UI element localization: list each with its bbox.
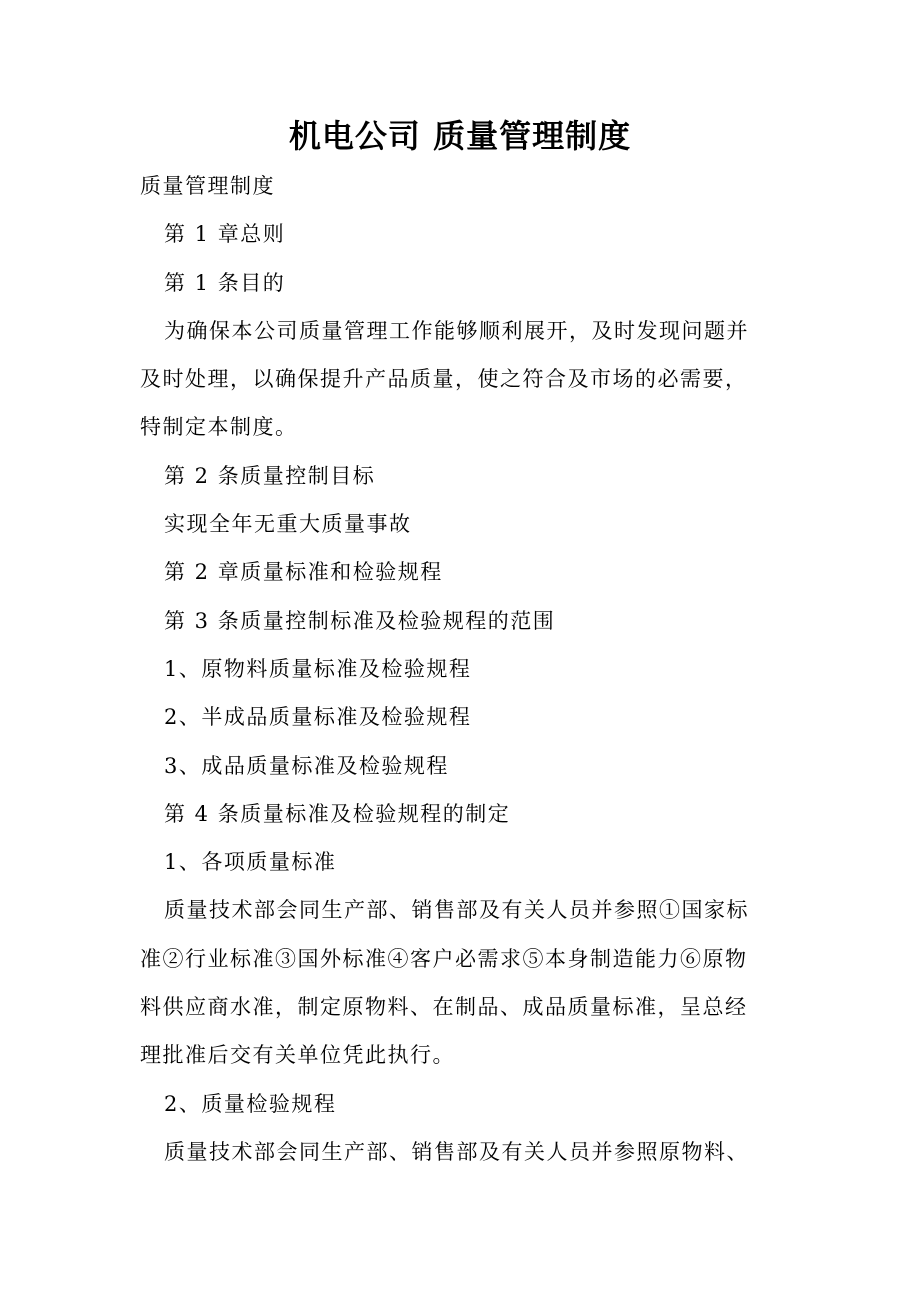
list-item: 2、半成品质量标准及检验规程 — [164, 705, 472, 730]
paragraph-line: 准②行业标准③国外标准④客户必需求⑤本身制造能力⑥原物 — [140, 946, 748, 971]
chapter-heading: 第 2 章质量标准和检验规程 — [164, 560, 443, 585]
document-body — [140, 162, 780, 1176]
paragraph-line: 及时处理，以确保提升产品质量，使之符合及市场的必需要， — [140, 367, 748, 392]
text-line-1: 质量管理制度 — [140, 174, 275, 198]
article-heading: 第 4 条质量标准及检验规程的制定 — [164, 801, 511, 826]
paragraph-line: 质量技术部会同生产部、销售部及有关人员并参照①国家标 — [164, 898, 749, 923]
article-heading: 第 1 条目的 — [164, 270, 286, 295]
list-item: 1、各项质量标准 — [164, 850, 337, 875]
list-item: 2、质量检验规程 — [164, 1091, 337, 1116]
article-heading: 第 3 条质量控制标准及检验规程的范围 — [164, 608, 556, 633]
paragraph-line: 实现全年无重大质量事故 — [164, 512, 412, 537]
paragraph-line: 理批准后交有关单位凭此执行。 — [140, 1043, 455, 1068]
list-item: 3、成品质量标准及检验规程 — [164, 753, 449, 778]
paragraph-line: 料供应商水准，制定原物料、在制品、成品质量标准，呈总经 — [140, 995, 748, 1020]
paragraph-line: 为确保本公司质量管理工作能够顺利展开，及时发现问题并 — [164, 318, 749, 343]
chapter-heading: 第 1 章总则 — [164, 222, 286, 247]
document-title: 机电公司 质量管理制度 — [288, 117, 632, 155]
article-heading: 第 2 条质量控制目标 — [164, 463, 376, 488]
paragraph-line: 特制定本制度。 — [140, 415, 298, 440]
paragraph-line: 质量技术部会同生产部、销售部及有关人员并参照原物料、 — [164, 1139, 749, 1164]
list-item: 1、原物料质量标准及检验规程 — [164, 656, 472, 681]
